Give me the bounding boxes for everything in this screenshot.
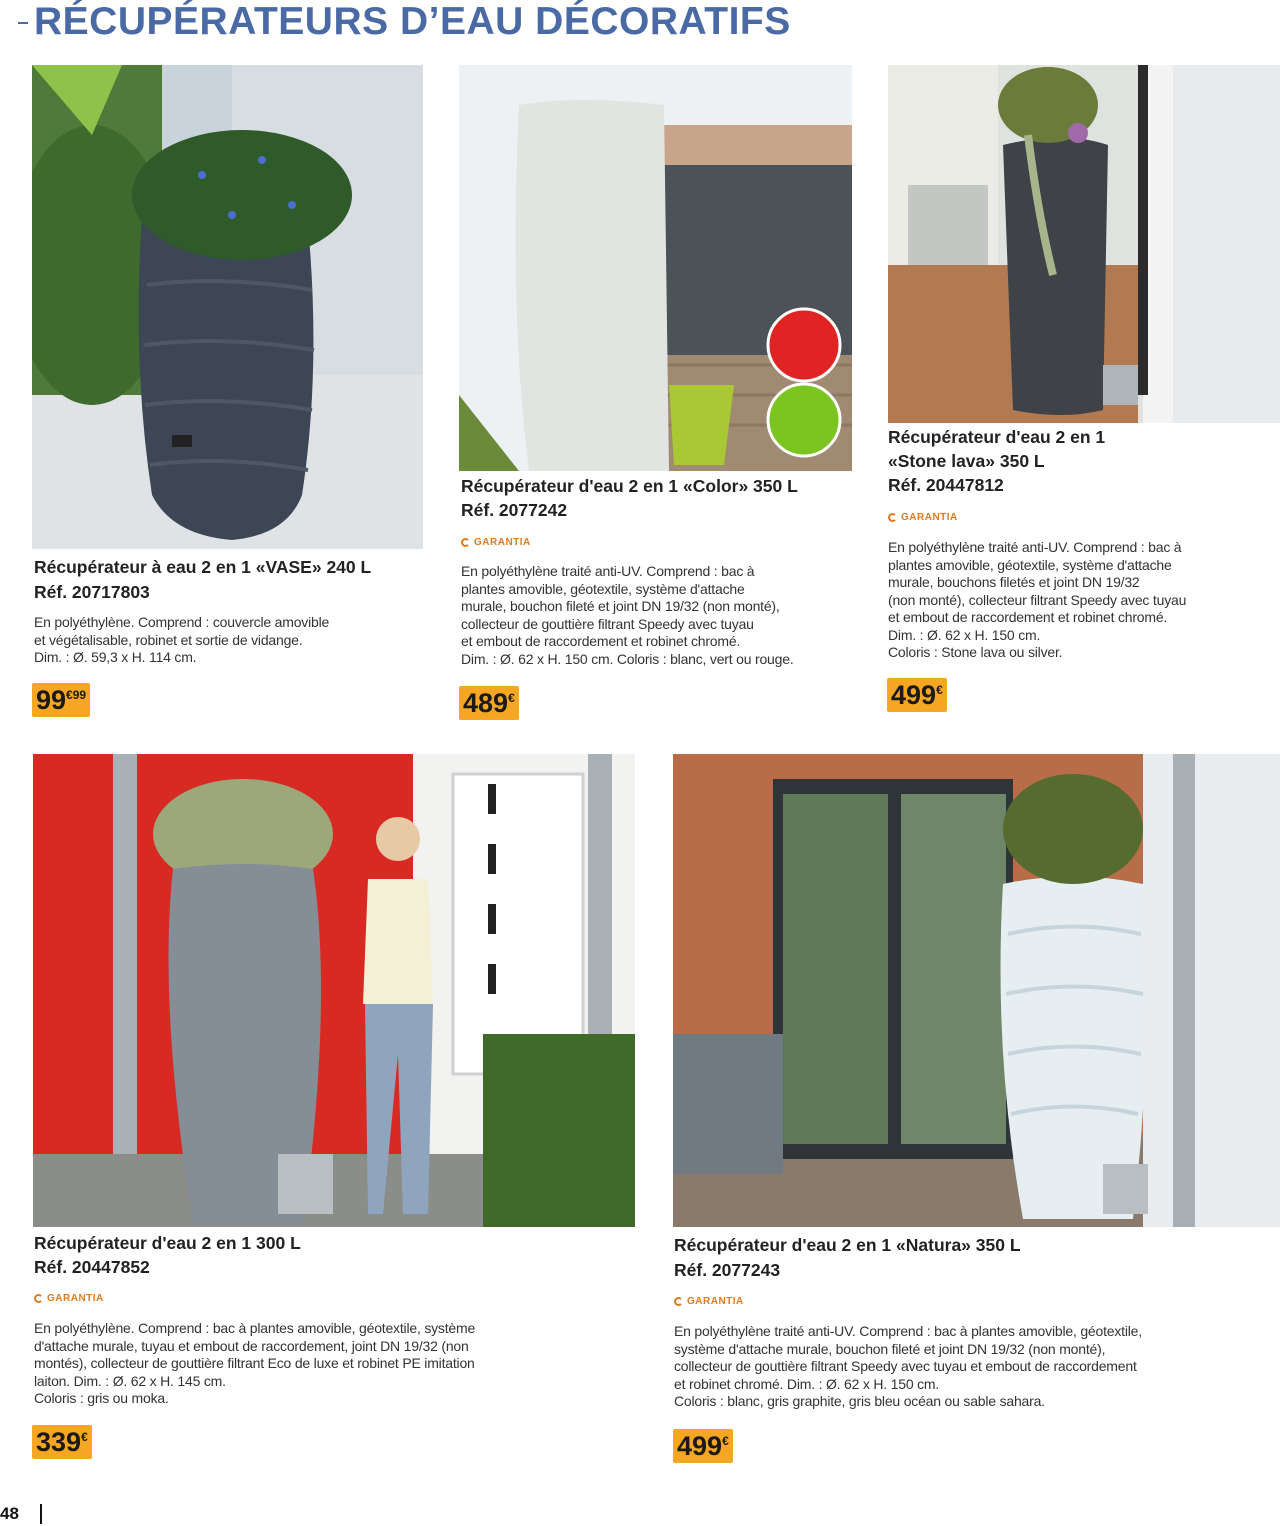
price-tag: 339 €	[32, 1425, 92, 1459]
product-photo-vase	[32, 65, 423, 549]
garantia-icon	[674, 1297, 683, 1306]
product-description: En polyéthylène. Comprend : couvercle amovible et végétalisable, robinet et sortie de vidange. Dim. : Ø. 59,3 x H. 114 cm.	[34, 614, 330, 665]
product-description: En polyéthylène traité anti-UV. Comprend : bac à plantes amovible, géotextile, système d'attache murale, bouchons filetés et joint DN 19/32 (non monté), collecteur filtrant Speedy avec tuyau et embout de raccordement et robinet chromé. Dim. : Ø. 62 x H. 150 cm. Coloris : Stone lava ou silver.	[888, 539, 1187, 660]
product-photo-300l	[33, 754, 635, 1227]
product-ref: Réf. 20447812	[888, 475, 1004, 495]
page-number-divider	[40, 1504, 42, 1524]
price-tag: 499 €	[673, 1429, 733, 1463]
product-photo-natura	[673, 754, 1280, 1227]
product-ref: Réf. 2077243	[674, 1260, 781, 1280]
product-ref: Réf. 20717803	[34, 582, 150, 602]
product-name: «Stone lava» 350 L	[888, 451, 1045, 471]
product-name: Récupérateur d'eau 2 en 1 300 L	[34, 1233, 301, 1253]
page-title: RÉCUPÉRATEURS D’EAU DÉCORATIFS	[34, 0, 791, 43]
title-dash	[18, 22, 28, 24]
product-photo-color	[459, 65, 852, 471]
garantia-badge: GARANTIA	[34, 1293, 104, 1304]
garantia-badge: GARANTIA	[461, 537, 531, 548]
garantia-badge: GARANTIA	[888, 512, 958, 523]
product-description: En polyéthylène traité anti-UV. Comprend : bac à plantes amovible, géotextile, système d'attache murale, bouchon fileté et joint DN 19/32 (non monté), collecteur de gouttière filtrant Speedy avec tuyau et embout de raccordement et robinet chromé. Dim. : Ø. 62 x H. 150 cm. Coloris : blanc, gris graphite, gris bleu océan ou sable sahara.	[674, 1323, 1142, 1409]
product-description: En polyéthylène. Comprend : bac à plantes amovible, géotextile, système d'attache murale, tuyau et embout de raccordement, joint DN 19/32 (non montés), collecteur de gouttière filtrant Eco de luxe et robinet PE imitation laiton. Dim. : Ø. 62 x H. 145 cm. Coloris : gris ou moka.	[34, 1320, 476, 1406]
product-name: Récupérateur d'eau 2 en 1	[888, 427, 1106, 447]
product-name: Récupérateur d'eau 2 en 1 «Color» 350 L	[461, 476, 798, 496]
garantia-icon	[461, 538, 470, 547]
garantia-icon	[34, 1294, 43, 1303]
price-tag: 489 €	[459, 686, 519, 720]
garantia-icon	[888, 513, 897, 522]
price-tag: 99 €99	[32, 683, 90, 717]
product-photo-stone-lava	[888, 65, 1280, 423]
product-ref: Réf. 20447852	[34, 1257, 150, 1277]
product-name: Récupérateur à eau 2 en 1 «VASE» 240 L	[34, 557, 372, 577]
product-ref: Réf. 2077242	[461, 500, 568, 520]
product-name: Récupérateur d'eau 2 en 1 «Natura» 350 L	[674, 1235, 1021, 1255]
page-number: 48	[0, 1504, 19, 1523]
garantia-badge: GARANTIA	[674, 1296, 744, 1307]
product-description: En polyéthylène traité anti-UV. Comprend : bac à plantes amovible, géotextile, système d'attache murale, bouchon fileté et joint DN 19/32 (non monté), collecteur de gouttière filtrant Speedy avec tuyau et embout de raccordement et robinet chromé. Dim. : Ø. 62 x H. 150 cm. Coloris : blanc, vert ou rouge.	[461, 563, 794, 667]
price-tag: 499 €	[887, 678, 947, 712]
